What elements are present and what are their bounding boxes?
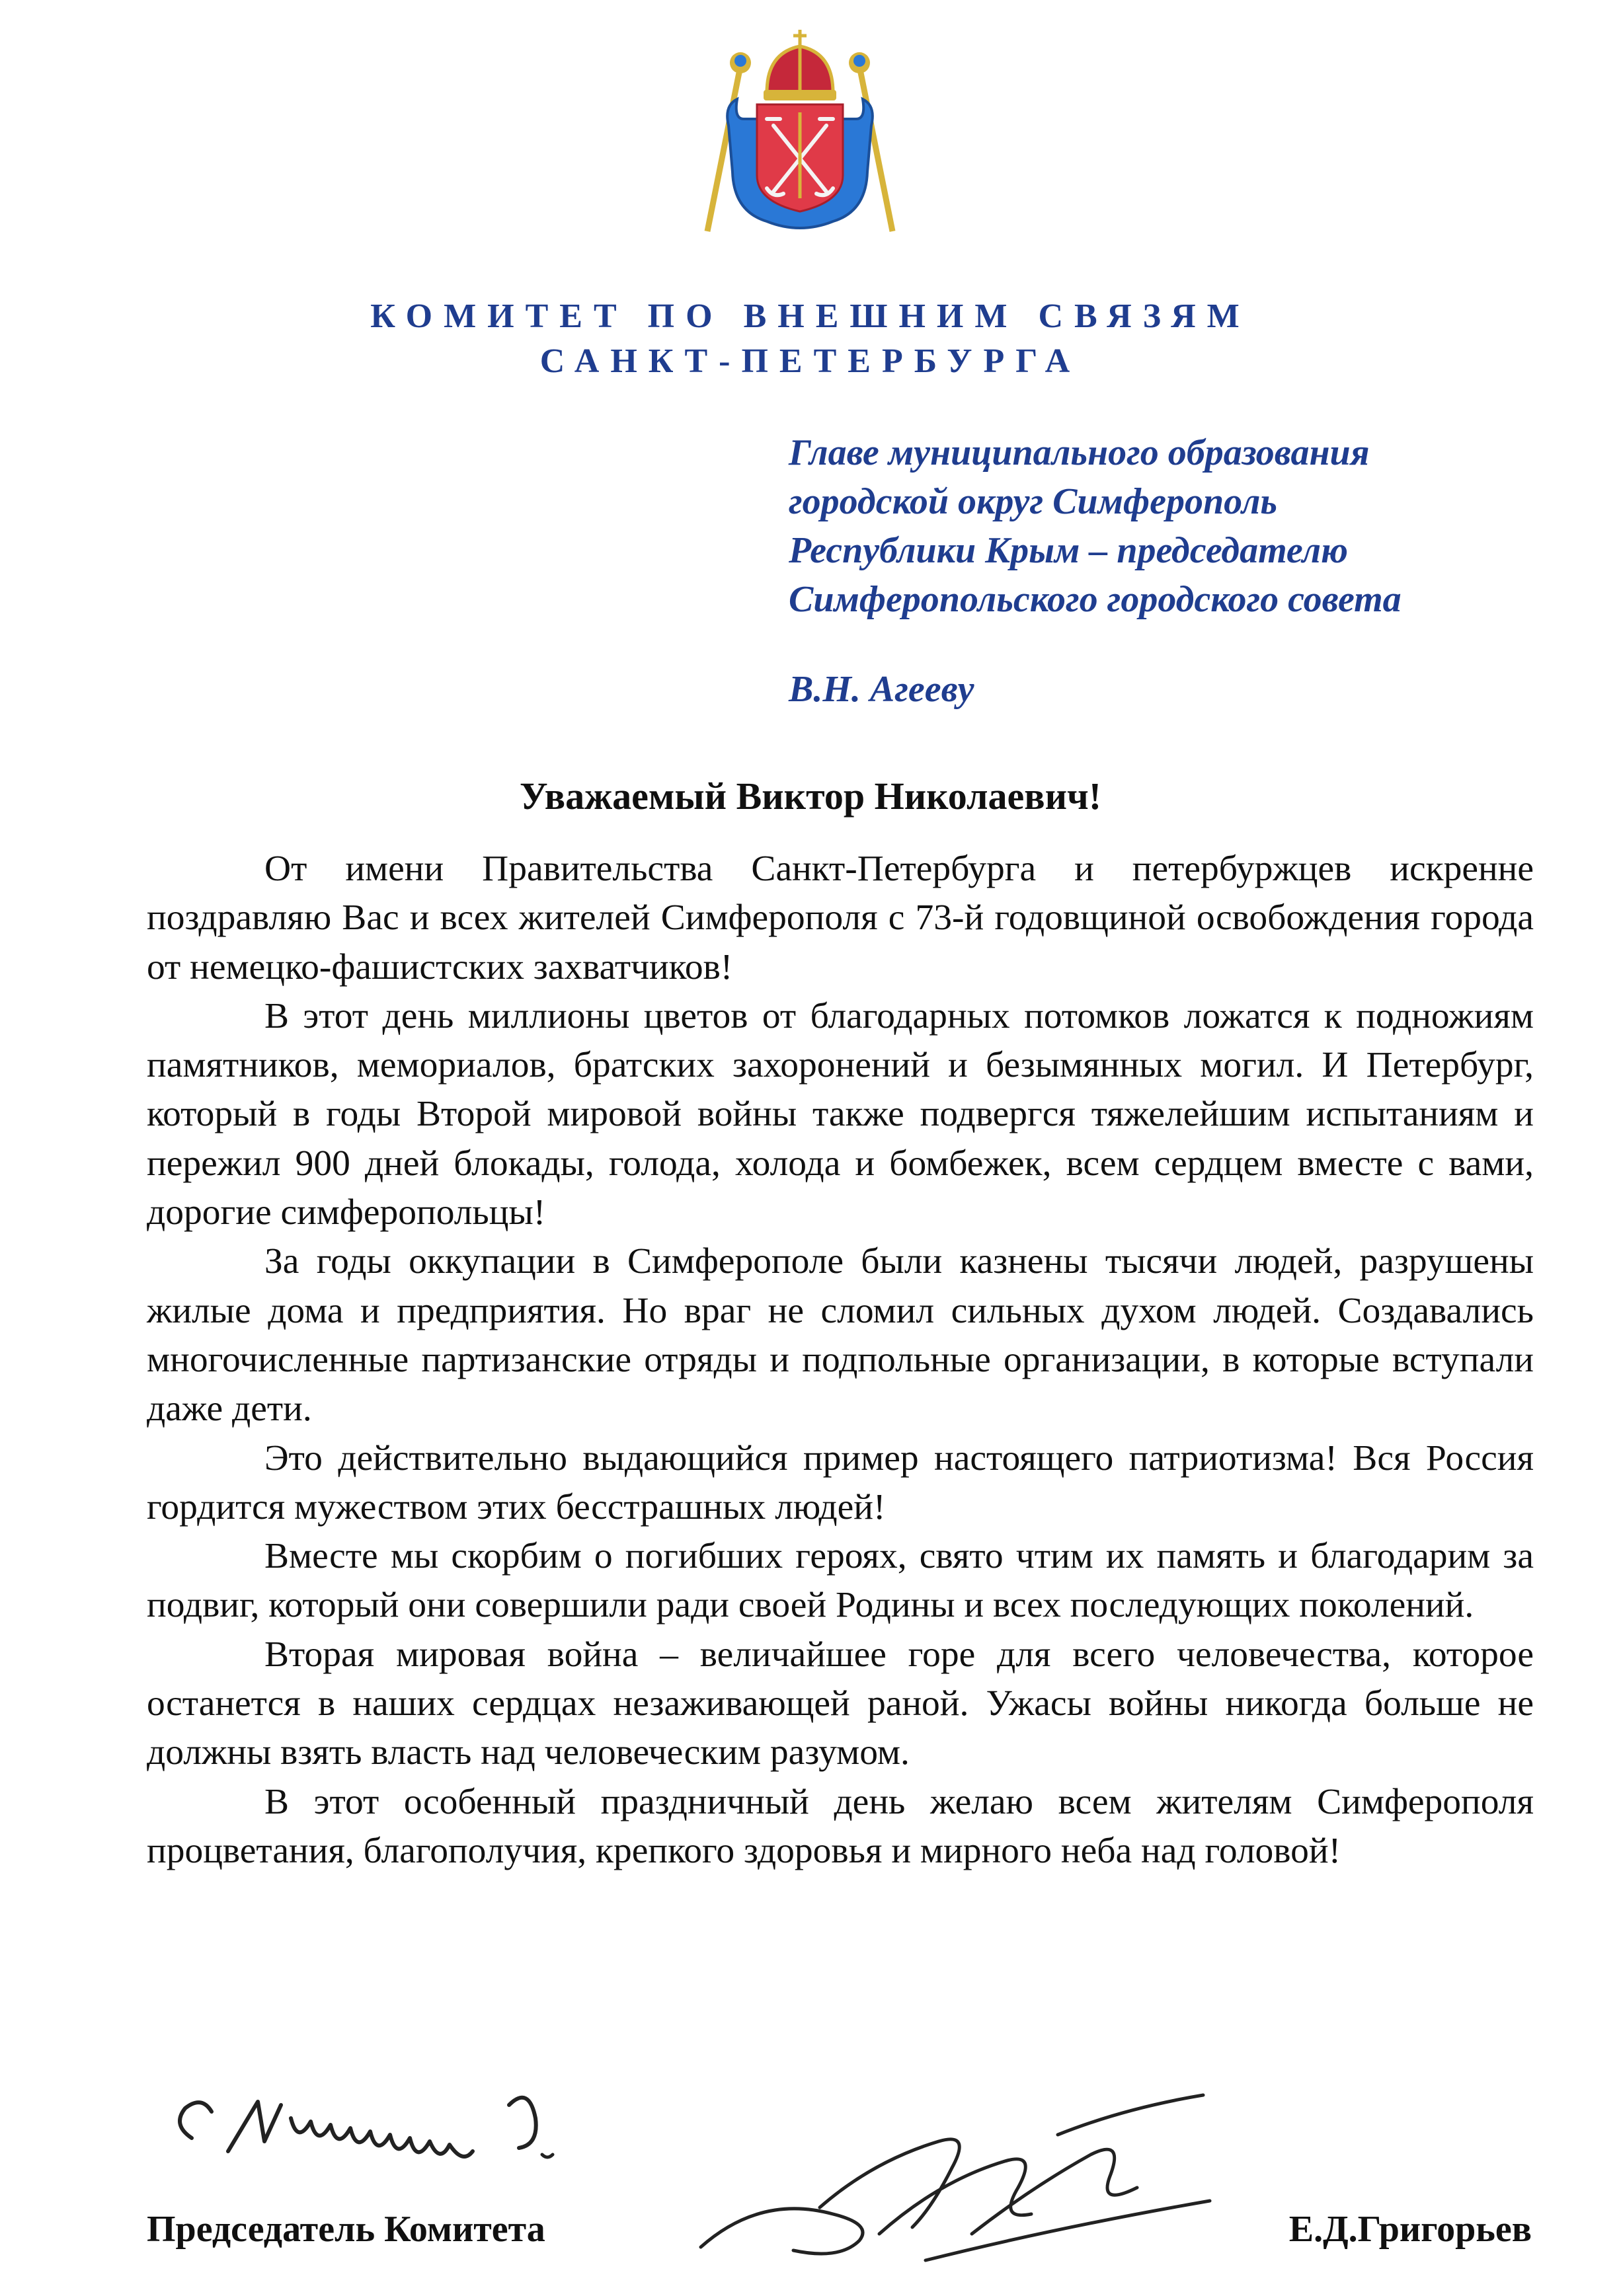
- paragraph: Это действительно выдающийся пример настоящего патриотизма! Вся Россия гордится мужеством этих бесстрашных людей!: [147, 1437, 1534, 1527]
- addressee-line3: Республики Крым – председателю: [789, 530, 1348, 571]
- committee-header: [0, 294, 1621, 384]
- paragraph: Вторая мировая война – величайшее горе для всего человечества, которое останется в наших сердцах незаживающей раной. Ужасы войны никогда больше не должны взять власть над человеческим разумом.: [147, 1634, 1534, 1773]
- paragraph: Вместе мы скорбим о погибших героях, свято чтим их память и благодарим за подвиг, который они совершили ради своей Родины и всех последующих поколений.: [147, 1536, 1534, 1626]
- addressee-line1: Главе муниципального образования: [789, 432, 1370, 473]
- crown-icon: [764, 30, 836, 100]
- addressee-line4: Симферопольского городского совета: [789, 579, 1402, 620]
- paragraph: От имени Правительства Санкт-Петербурга и петербуржцев искренне поздравляю Вас и всех жителей Симферополя с 73-й годовщиной освобождения города от немецко-фашистских захватчиков!: [147, 849, 1534, 987]
- committee-header-line2: САНКТ-ПЕТЕРБУРГА: [539, 342, 1082, 380]
- paragraph: За годы оккупации в Симферополе были казнены тысячи людей, разрушены жилые дома и предприятия. Но враг не сломил сильных духом людей. Создавались многочисленные партизанские отряды и подпольные организации, в которые вступали даже дети.: [147, 1241, 1534, 1430]
- coat-of-arms-icon: [668, 26, 932, 245]
- committee-header-line1: КОМИТЕТ ПО ВНЕШНИМ СВЯЗЯМ: [370, 297, 1251, 335]
- salutation: Уважаемый Виктор Николаевич!: [519, 775, 1102, 818]
- signature: [661, 2082, 1283, 2293]
- paragraph: В этот день миллионы цветов от благодарных потомков ложатся к подножиям памятников, мемориалов, братских захоронений и безымянных могил. И Петербург, который в годы Второй мировой войны также подвергся тяжелейшим испытаниям и пережил 900 дней блокады, голода, холода и бомбежек, всем сердцем вместе с вами, дорогие симферопольцы!: [147, 995, 1534, 1233]
- addressee-name: В.Н. Агееву: [789, 669, 974, 710]
- signer-name: Е.Д.Григорьев: [1288, 2209, 1532, 2250]
- paragraph: В этот особенный праздничный день желаю всем жителям Симферополя процветания, благополучия, крепкого здоровья и мирного неба над головой!: [147, 1781, 1534, 1871]
- addressee-block: [789, 428, 1595, 714]
- signer-title: Председатель Комитета: [147, 2209, 545, 2250]
- letter-body: [147, 845, 1534, 1876]
- addressee-line2: городской округ Симферополь: [789, 481, 1278, 522]
